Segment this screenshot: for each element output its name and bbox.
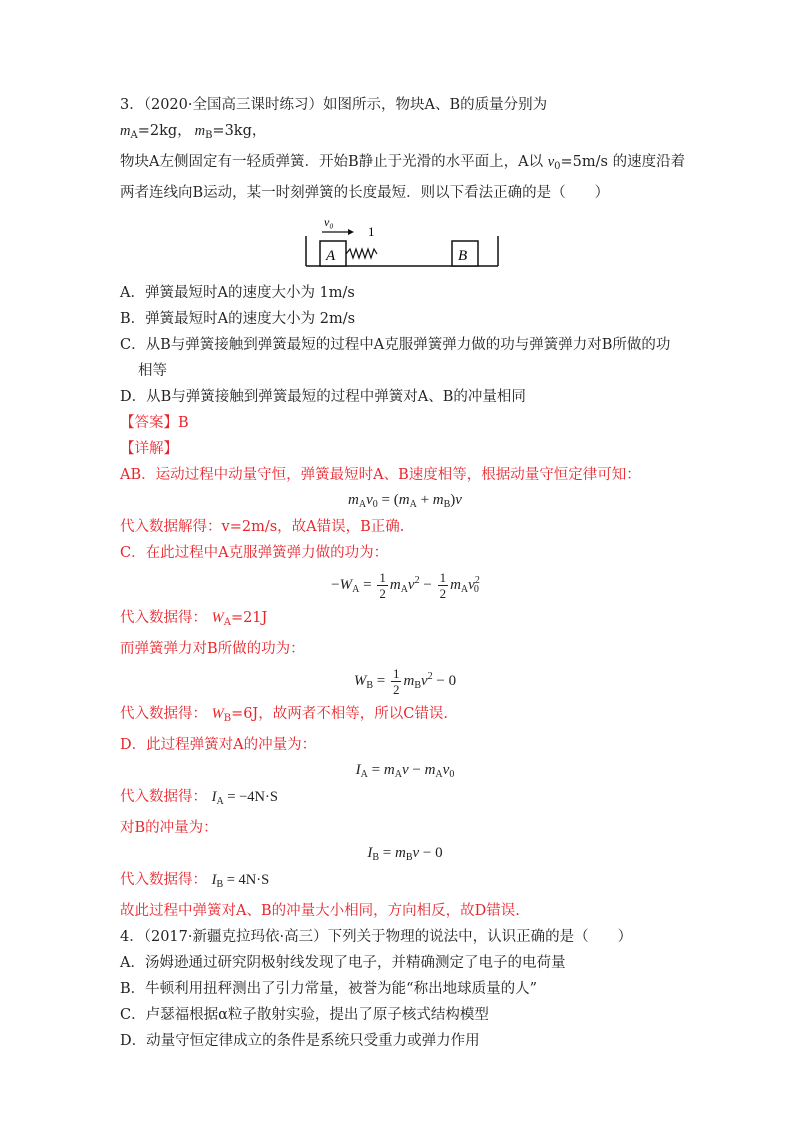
spring-label: 1 xyxy=(368,224,375,239)
ab-result: 代入数据解得：v=2m/s，故A错误，B正确. xyxy=(120,519,405,535)
v0-label: v₀ xyxy=(324,215,334,229)
q4-option-c: C．卢瑟福根据α粒子散射实验，提出了原子核式结构模型 xyxy=(120,1007,489,1023)
q3-figure xyxy=(302,212,502,272)
q3-option-d: D．从B与弹簧接触到弹簧最短的过程中弹簧对A、B的冲量相同 xyxy=(120,389,526,405)
spring xyxy=(346,249,377,258)
q4-stem: 4．（2017·新疆克拉玛依·高三）下列关于物理的说法中，认识正确的是（ ） xyxy=(120,929,633,945)
c-result-1: 代入数据得： $W_A=21J$ xyxy=(120,610,268,628)
d-result-2: 代入数据得： $I_B = 4N\cdot S$ xyxy=(120,872,270,890)
q3-stem-line2: 物块A左侧固定有一轻质弹簧．开始B静止于光滑的水平面上，A以 $v_0=5m/s$ 的速度沿着 xyxy=(120,154,686,172)
q4-option-b: B．牛顿利用扭秤测出了引力常量，被誉为能“称出地球质量的人” xyxy=(120,981,537,997)
d-result-1: 代入数据得： $I_A = -4N\cdot S$ xyxy=(120,789,278,807)
equation-5: $I_B = m_Bv - 0$ xyxy=(367,845,443,863)
conclusion: 故此过程中弹簧对A、B的冲量大小相同，方向相反，故D错误. xyxy=(120,903,520,919)
equation-4: $I_A = m_Av - m_Av_0$ xyxy=(355,762,455,780)
c-text-2: 而弹簧弹力对B所做的功为： xyxy=(120,641,305,657)
d-text: D．此过程弹簧对A的冲量为： xyxy=(120,737,317,753)
q3-option-a: A．弹簧最短时A的速度大小为 1m/s xyxy=(120,285,355,301)
spring-blocks-diagram xyxy=(302,212,502,272)
c-text: C．在此过程中A克服弹簧弹力做的功为： xyxy=(120,545,389,561)
ab-text: AB．运动过程中动量守恒，弹簧最短时A、B速度相等，根据动量守恒定律可知： xyxy=(120,467,641,483)
equation-2: $-W_A$ = $\frac{1}{2}$ $m_Av^2$ − $\frac{1}{2}$ $m_Av^2_0$ xyxy=(331,570,480,601)
page xyxy=(120,92,690,1054)
q3-option-c: C．从B与弹簧接触到弹簧最短的过程中A克服弹簧弹力做的功与弹簧弹力对B所做的功 xyxy=(120,337,671,353)
block-b-label: B xyxy=(458,248,468,264)
equation-1: $m_Av_0 = (m_A + m_B)v$ xyxy=(348,492,462,510)
q4-option-d: D．动量守恒定律成立的条件是系统只受重力或弹力作用 xyxy=(120,1033,480,1049)
block-a-label: A xyxy=(326,248,336,264)
q3-stem-line1: 3．（2020·全国高三课时练习）如图所示，物块A、B的质量分别为$m_A=2kg$， $m_B=3kg$， xyxy=(120,97,548,141)
c-result-2: 代入数据得： $W_B=6J$，故两者不相等，所以C错误. xyxy=(120,706,448,724)
d-text-2: 对B的冲量为： xyxy=(120,820,218,836)
equation-3: $W_B$ = $\frac{1}{2}$ $m_Bv^2 - 0$ xyxy=(353,666,457,697)
q3-stem-line3: 两者连线向B运动，某一时刻弹簧的长度最短．则以下看法正确的是（ ） xyxy=(120,185,610,201)
detail-label: 【详解】 xyxy=(120,441,178,457)
q3-option-c-cont: 相等 xyxy=(138,363,167,379)
q3-option-b: B．弹簧最短时A的速度大小为 2m/s xyxy=(120,311,356,327)
answer-label: 【答案】B xyxy=(120,415,189,431)
q4-option-a: A．汤姆逊通过研究阴极射线发现了电子，并精确测定了电子的电荷量 xyxy=(120,955,566,971)
